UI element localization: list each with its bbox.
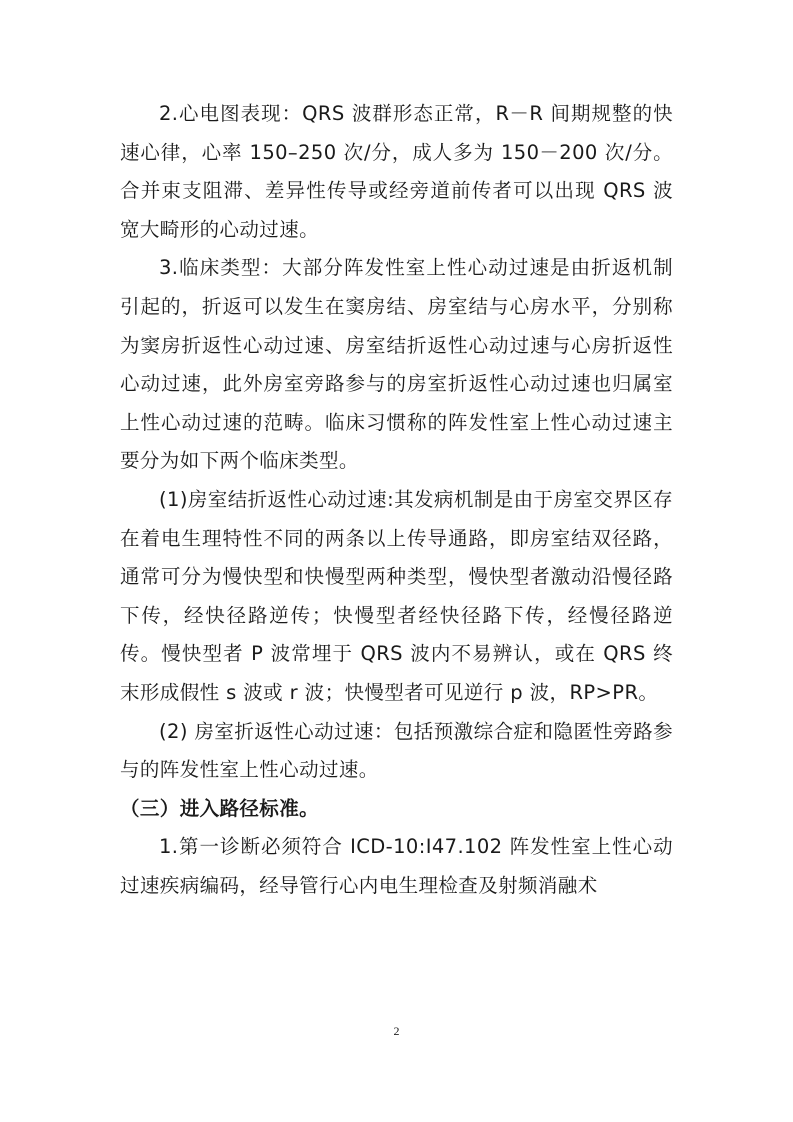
paragraph-clinical-types: 3.临床类型：大部分阵发性室上性心动过速是由折返机制引起的，折返可以发生在窦房结、房室结与心房水平，分别称为窦房折返性心动过速、房室结折返性心动过速与心房折返性心动过速，此外房室旁路参与的房室折返性心动过速也归属室上性心动过速的范畴。临床习惯称的阵发性室上性心动过速主要分为如下两个临床类型。 xyxy=(120,256,673,473)
section-heading: （三）进入路径标准。 xyxy=(120,796,320,820)
paragraph-avnrt: (1)房室结折返性心动过速:其发病机制是由于房室交界区存在着电生理特性不同的两条以上传导通路，即房室结双径路，通常可分为慢快型和快慢型两种类型，慢快型者激动沿慢径路下传，经快径路逆传；快慢型者经快径路下传，经慢径路逆传。慢快型者 P 波常埋于 QRS 波内不易辨认，或在 QRS 终末形成假性 s 波或 r 波；快慢型者可见逆行 p 波，RP>PR。 xyxy=(120,487,673,704)
paragraph-avrt: (2) 房室折返性心动过速：包括预激综合症和隐匿性旁路参与的阵发性室上性心动过速。 xyxy=(120,719,673,782)
page-number: 2 xyxy=(393,1024,400,1038)
paragraph-entry-criteria: 1.第一诊断必须符合 ICD-10:I47.102 阵发性室上性心动过速疾病编码，经导管行心内电生理检查及射频消融术 xyxy=(120,835,673,897)
document-body xyxy=(120,95,673,905)
paragraph-ecg-findings: 2.心电图表现：QRS 波群形态正常，R－R 间期规整的快速心律，心率 150–250 次/分，成人多为 150－200 次/分。合并束支阻滞、差异性传导或经旁道前传者可以出现 QRS 波宽大畸形的心动过速。 xyxy=(120,102,673,241)
